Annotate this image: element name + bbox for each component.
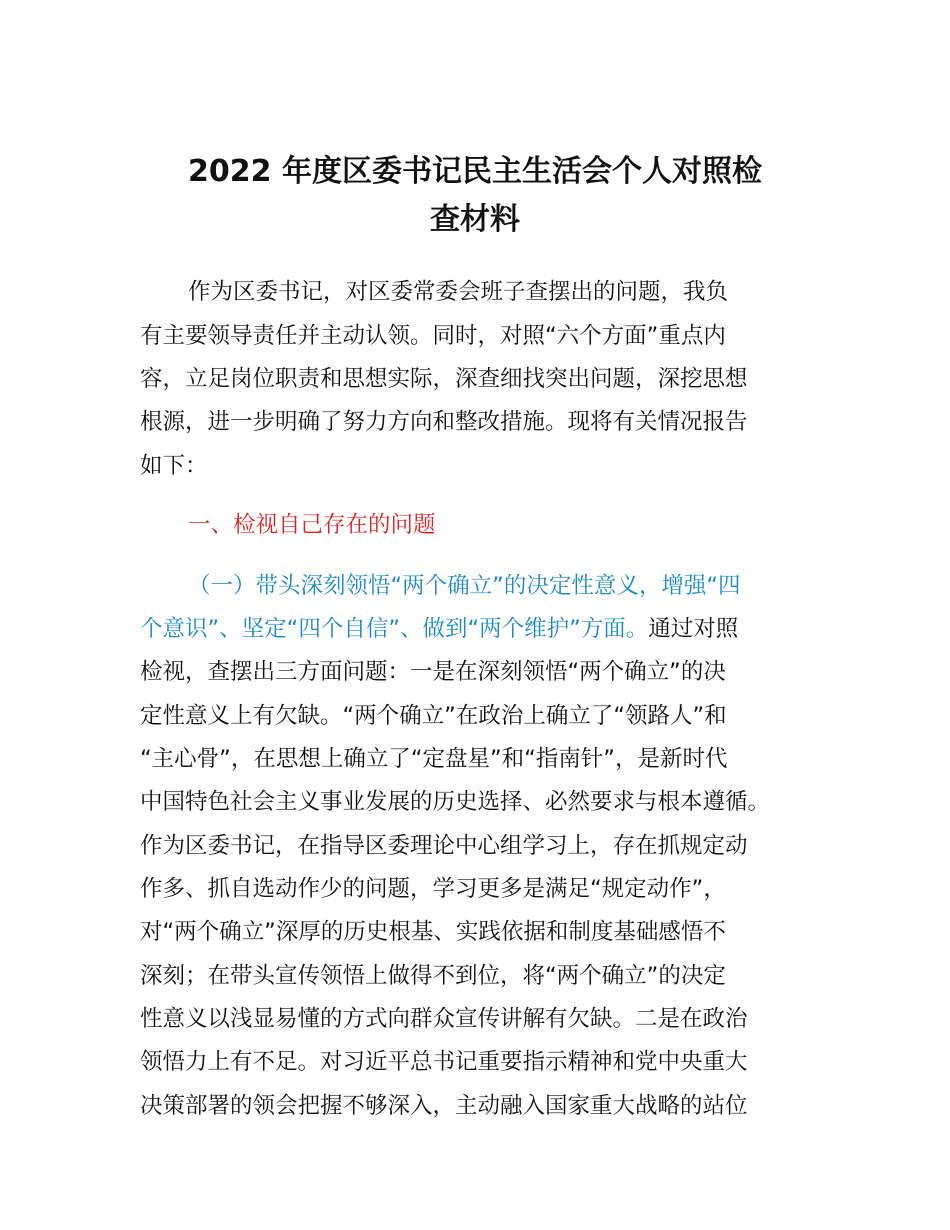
body-line: 中国特色社会主义事业发展的历史选择、必然要求与根本遵循。 <box>140 789 771 815</box>
intro-line: 容，立足岗位职责和思想实际，深查细找突出问题，深挖思想 <box>140 366 748 392</box>
body-line: “主心骨”，在思想上确立了“定盘星”和“指南针”，是新时代 <box>140 746 728 772</box>
body-text-start: 通过对照 <box>648 616 739 642</box>
body-line: 对“两个确立”深厚的历史根基、实践依据和制度基础感悟不 <box>140 919 726 945</box>
title-line-2: 查材料 <box>430 202 520 237</box>
document-title <box>140 148 810 244</box>
body-line: 深刻；在带头宣传领悟上做得不到位，将“两个确立”的决定 <box>140 963 726 989</box>
intro-line: 如下： <box>140 453 208 479</box>
intro-line: 有主要领导责任并主动认领。同时，对照“六个方面”重点内 <box>140 323 726 349</box>
body-line: 决策部署的领会把握不够深入，主动融入国家重大战略的站位 <box>140 1093 748 1119</box>
body-line: 定性意义上有欠缺。“两个确立”在政治上确立了“领路人”和 <box>140 703 727 729</box>
body-line: 领悟力上有不足。对习近平总书记重要指示精神和党中央重大 <box>140 1049 748 1075</box>
body-line: 作多、抓自选动作少的问题，学习更多是满足“规定动作”， <box>140 876 726 902</box>
title-line-1: 2022 年度区委书记民主生活会个人对照检 <box>188 154 762 189</box>
subsection-heading-continued <box>140 614 738 644</box>
subsection-heading-tail: 个意识”、坚定“四个自信”、做到“两个维护”方面。 <box>140 616 649 642</box>
intro-line: 作为区委书记，对区委常委会班子查摆出的问题，我负 <box>188 279 729 305</box>
subsection-heading: （一）带头深刻领悟“两个确立”的决定性意义，增强“四 <box>188 573 741 599</box>
body-line: 检视，查摆出三方面问题：一是在深刻领悟“两个确立”的决 <box>140 659 726 685</box>
section-heading: 一、检视自己存在的问题 <box>188 512 436 538</box>
body-line: 性意义以浅显易懂的方式向群众宣传讲解有欠缺。二是在政治 <box>140 1006 748 1032</box>
body-line: 作为区委书记，在指导区委理论中心组学习上，存在抓规定动 <box>140 833 748 859</box>
intro-line: 根源，进一步明确了努力方向和整改措施。现将有关情况报告 <box>140 409 748 435</box>
